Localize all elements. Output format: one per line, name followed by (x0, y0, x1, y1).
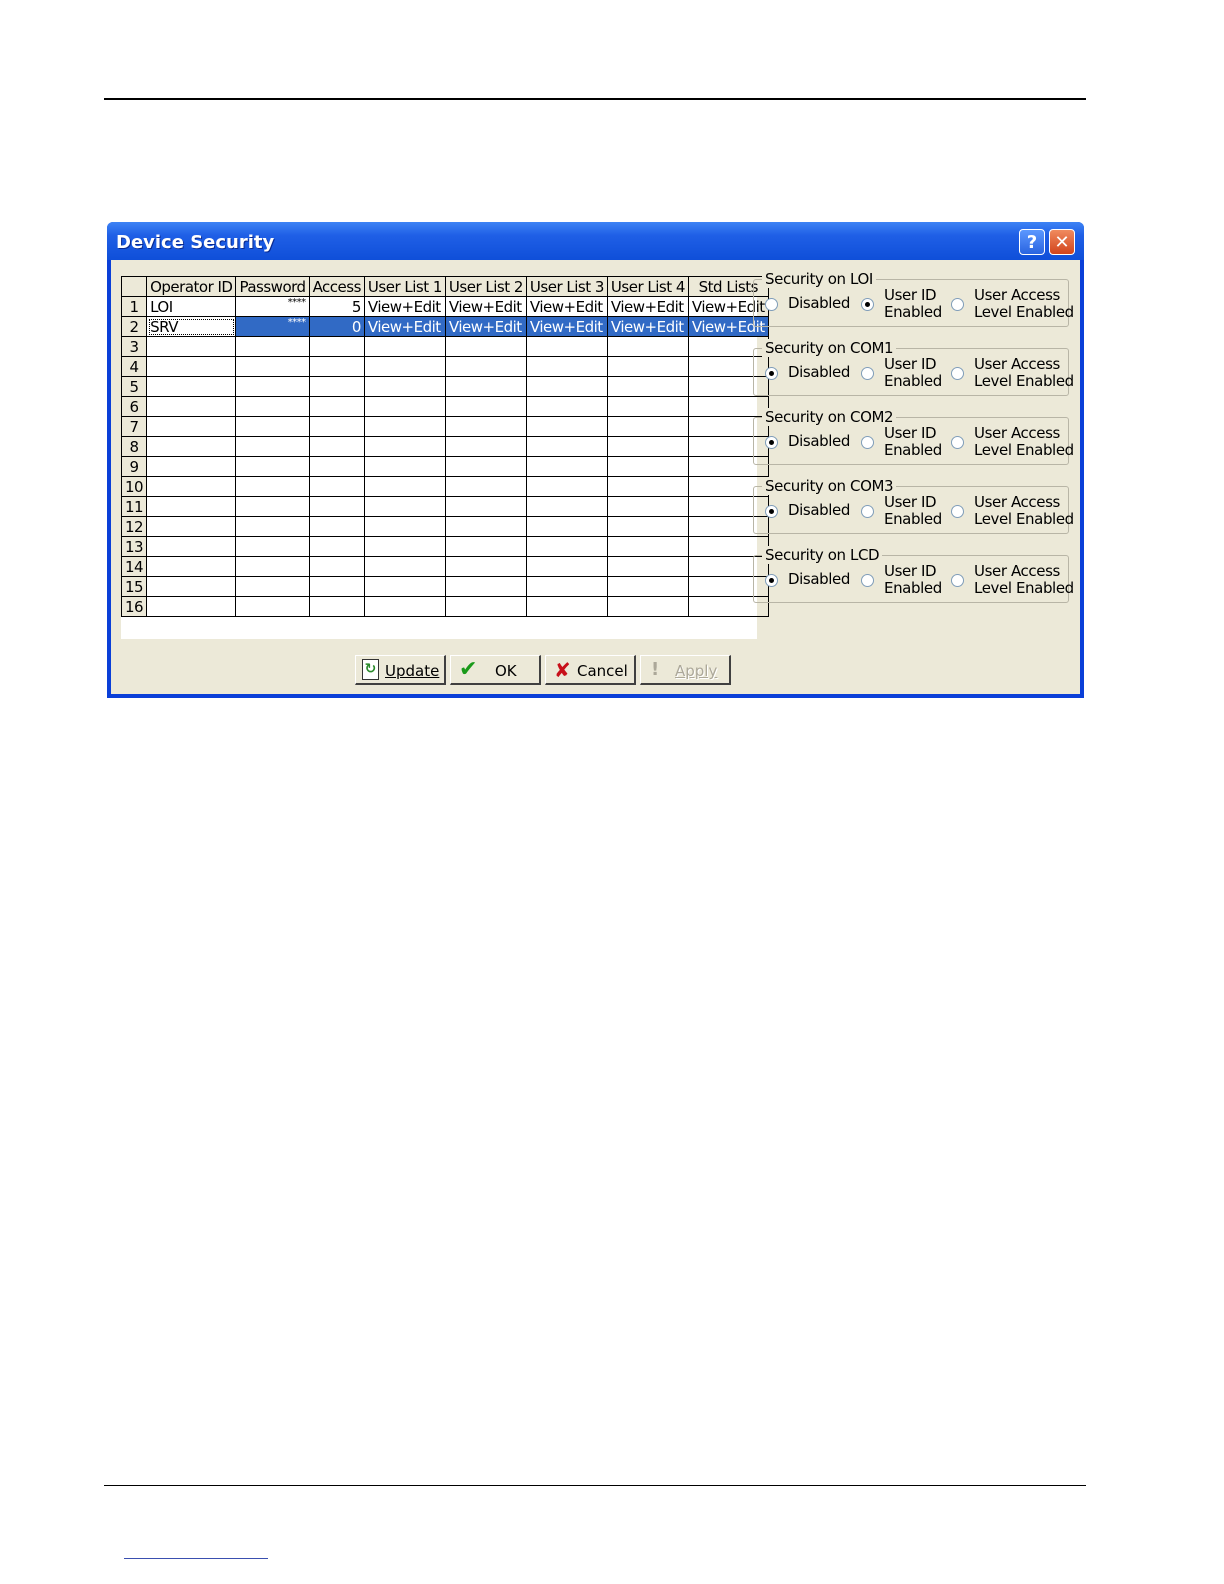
exclamation-icon: ! (651, 659, 660, 680)
grid-cell[interactable] (147, 437, 236, 457)
grid-cell[interactable]: View+Edit (526, 297, 607, 317)
grid-cell[interactable] (607, 437, 688, 457)
radio-label[interactable] (974, 287, 1074, 321)
table-row[interactable] (122, 357, 769, 377)
table-row[interactable] (122, 377, 769, 397)
row-number[interactable]: 8 (122, 437, 147, 457)
update-label: Update (385, 662, 440, 680)
footer-link-underline (124, 1558, 268, 1559)
grid-cell[interactable] (236, 337, 309, 357)
column-header[interactable]: Access (309, 277, 364, 297)
grid-cell[interactable] (236, 397, 309, 417)
option-text: User ID (884, 562, 937, 580)
grid-cell[interactable] (526, 417, 607, 437)
row-number[interactable]: 11 (122, 497, 147, 517)
grid-cell[interactable] (309, 577, 364, 597)
grid-cell[interactable] (147, 537, 236, 557)
security-group (753, 339, 1074, 396)
grid-cell[interactable] (364, 357, 445, 377)
security-group (753, 408, 1074, 465)
option-text: Level Enabled (974, 441, 1074, 459)
row-number[interactable]: 12 (122, 517, 147, 537)
table-row[interactable] (122, 317, 769, 337)
grid-cell[interactable] (309, 537, 364, 557)
dialog-client-area (111, 260, 1080, 694)
row-number[interactable]: 1 (122, 297, 147, 317)
grid-cell[interactable] (364, 457, 445, 477)
column-header[interactable]: User List 3 (526, 277, 607, 297)
grid-cell[interactable] (688, 537, 768, 557)
grid-cell[interactable] (526, 497, 607, 517)
radio-user-id[interactable] (861, 298, 874, 311)
group-title: Security on LOI (762, 270, 876, 288)
column-header[interactable]: User List 4 (607, 277, 688, 297)
row-number[interactable]: 2 (122, 317, 147, 337)
radio-label[interactable] (974, 494, 1074, 528)
grid-cell[interactable] (147, 457, 236, 477)
grid-cell[interactable] (445, 337, 526, 357)
option-text: User Access (974, 286, 1060, 304)
grid-cell[interactable] (236, 497, 309, 517)
radio-label[interactable] (974, 425, 1074, 459)
operator-grid[interactable] (121, 276, 765, 639)
group-title: Security on COM3 (762, 477, 896, 495)
option-text: User Access (974, 493, 1060, 511)
grid-cell[interactable] (364, 417, 445, 437)
security-group (753, 477, 1074, 534)
radio-user-id[interactable] (861, 367, 874, 380)
grid-cell[interactable]: View+Edit (526, 317, 607, 337)
grid-cell[interactable] (526, 517, 607, 537)
table-row[interactable] (122, 497, 769, 517)
group-title: Security on COM2 (762, 408, 896, 426)
grid-cell[interactable] (526, 557, 607, 577)
option-text: Enabled (884, 579, 942, 597)
column-header[interactable]: Password (236, 277, 309, 297)
radio-user-access[interactable] (951, 574, 964, 587)
grid-cell[interactable] (607, 537, 688, 557)
option-text: Level Enabled (974, 510, 1074, 528)
grid-cell[interactable] (309, 497, 364, 517)
grid-cell[interactable] (236, 377, 309, 397)
row-number[interactable]: 9 (122, 457, 147, 477)
grid-cell[interactable] (445, 477, 526, 497)
grid-cell[interactable]: View+Edit (364, 317, 445, 337)
grid-cell[interactable] (236, 577, 309, 597)
table-row[interactable] (122, 477, 769, 497)
option-text: Disabled (788, 570, 850, 588)
grid-cell[interactable] (309, 397, 364, 417)
grid-cell[interactable] (364, 577, 445, 597)
question-icon: ? (1026, 232, 1038, 253)
grid-cell[interactable] (309, 357, 364, 377)
radio-user-access[interactable] (951, 298, 964, 311)
grid-cell[interactable] (147, 417, 236, 437)
radio-label[interactable] (884, 425, 942, 459)
header-rule (104, 98, 1086, 100)
grid-cell[interactable] (445, 597, 526, 617)
option-text: User Access (974, 355, 1060, 373)
grid-cell[interactable] (309, 437, 364, 457)
grid-cell[interactable]: LOI (147, 297, 236, 317)
grid-cell[interactable] (309, 337, 364, 357)
row-number[interactable]: 3 (122, 337, 147, 357)
grid-cell[interactable]: SRV (147, 317, 236, 337)
grid-cell[interactable] (364, 477, 445, 497)
grid-cell[interactable] (364, 497, 445, 517)
refresh-icon: ↻ (362, 659, 379, 680)
row-number[interactable]: 4 (122, 357, 147, 377)
radio-user-id[interactable] (861, 574, 874, 587)
grid-cell[interactable] (445, 417, 526, 437)
grid-cell[interactable] (147, 557, 236, 577)
grid-cell[interactable]: View+Edit (445, 297, 526, 317)
grid-cell[interactable] (364, 537, 445, 557)
grid-cell[interactable]: View+Edit (445, 317, 526, 337)
option-text: Level Enabled (974, 303, 1074, 321)
option-text: User Access (974, 562, 1060, 580)
table-row[interactable] (122, 597, 769, 617)
option-text: Enabled (884, 510, 942, 528)
grid-cell[interactable] (236, 557, 309, 577)
grid-cell[interactable] (236, 417, 309, 437)
grid-cell[interactable] (526, 437, 607, 457)
grid-cell[interactable]: View+Edit (364, 297, 445, 317)
row-number[interactable]: 16 (122, 597, 147, 617)
cancel-label: Cancel (577, 662, 628, 680)
grid-cell[interactable] (236, 517, 309, 537)
grid-cell[interactable] (147, 397, 236, 417)
radio-label[interactable] (884, 356, 942, 390)
grid-cell[interactable] (526, 377, 607, 397)
grid-cell[interactable] (309, 417, 364, 437)
grid-cell[interactable] (526, 577, 607, 597)
radio-label[interactable] (974, 563, 1074, 597)
grid-cell[interactable] (364, 397, 445, 417)
radio-label[interactable] (974, 356, 1074, 390)
grid-cell[interactable] (445, 437, 526, 457)
grid-cell[interactable]: View+Edit (607, 297, 688, 317)
table-row[interactable] (122, 517, 769, 537)
grid-cell[interactable] (236, 597, 309, 617)
table-row[interactable] (122, 557, 769, 577)
column-header[interactable]: User List 2 (445, 277, 526, 297)
x-icon: ✘ (554, 658, 571, 682)
grid-cell[interactable]: 5 (309, 297, 364, 317)
ok-button[interactable] (450, 655, 541, 685)
group-title: Security on LCD (762, 546, 882, 564)
grid-cell[interactable] (688, 397, 768, 417)
radio-disabled[interactable] (765, 298, 778, 311)
grid-cell[interactable]: 0 (309, 317, 364, 337)
grid-cell[interactable] (309, 477, 364, 497)
grid-cell[interactable] (607, 597, 688, 617)
close-icon: ✕ (1054, 232, 1070, 253)
help-button[interactable] (1019, 229, 1045, 255)
grid-cell[interactable] (236, 437, 309, 457)
table-row[interactable] (122, 337, 769, 357)
apply-label: Apply (675, 662, 718, 680)
grid-cell[interactable] (445, 397, 526, 417)
grid-cell[interactable] (236, 537, 309, 557)
table-row[interactable] (122, 577, 769, 597)
grid-cell[interactable] (607, 397, 688, 417)
option-text: Disabled (788, 363, 850, 381)
grid-cell[interactable] (309, 457, 364, 477)
grid-cell[interactable] (607, 417, 688, 437)
grid-cell[interactable]: View+Edit (607, 317, 688, 337)
row-number[interactable]: 10 (122, 477, 147, 497)
grid-cell[interactable] (445, 557, 526, 577)
radio-label[interactable] (788, 433, 850, 450)
grid-cell[interactable] (147, 597, 236, 617)
grid-cell[interactable] (309, 557, 364, 577)
radio-label[interactable] (788, 502, 850, 519)
grid-cell[interactable] (526, 357, 607, 377)
option-text: Disabled (788, 294, 850, 312)
radio-disabled[interactable] (765, 574, 778, 587)
footer-rule (104, 1485, 1086, 1486)
group-title: Security on COM1 (762, 339, 896, 357)
grid-cell[interactable] (607, 457, 688, 477)
row-number[interactable]: 5 (122, 377, 147, 397)
update-button[interactable] (355, 655, 446, 685)
grid-cell[interactable] (526, 457, 607, 477)
title-bar[interactable] (107, 222, 1084, 260)
grid-cell[interactable] (445, 357, 526, 377)
grid-cell[interactable]: View+Edit (688, 317, 768, 337)
option-text: Enabled (884, 441, 942, 459)
column-header[interactable]: User List 1 (364, 277, 445, 297)
radio-user-access[interactable] (951, 505, 964, 518)
grid-cell[interactable] (309, 377, 364, 397)
grid-cell[interactable] (445, 497, 526, 517)
table-row[interactable] (122, 397, 769, 417)
grid-cell[interactable] (236, 357, 309, 377)
radio-label[interactable] (788, 295, 850, 312)
grid-cell[interactable] (445, 577, 526, 597)
option-text: User ID (884, 493, 937, 511)
grid-cell[interactable]: **** (236, 297, 309, 317)
table-row[interactable] (122, 537, 769, 557)
grid-cell[interactable] (364, 517, 445, 537)
grid-cell[interactable] (607, 557, 688, 577)
radio-user-id[interactable] (861, 505, 874, 518)
grid-cell[interactable] (526, 597, 607, 617)
grid-cell[interactable] (607, 577, 688, 597)
cancel-button[interactable] (545, 655, 636, 685)
grid-cell[interactable] (445, 517, 526, 537)
operator-table (121, 276, 769, 617)
grid-cell[interactable] (607, 477, 688, 497)
grid-cell[interactable] (445, 457, 526, 477)
option-text: User Access (974, 424, 1060, 442)
grid-cell[interactable] (147, 477, 236, 497)
radio-user-access[interactable] (951, 436, 964, 449)
radio-label[interactable] (788, 364, 850, 381)
close-button[interactable] (1049, 229, 1075, 255)
grid-cell[interactable] (309, 517, 364, 537)
grid-cell[interactable] (526, 397, 607, 417)
grid-cell[interactable] (147, 577, 236, 597)
grid-cell[interactable] (147, 517, 236, 537)
grid-cell[interactable] (607, 377, 688, 397)
option-text: User ID (884, 355, 937, 373)
grid-cell[interactable] (607, 517, 688, 537)
radio-user-access[interactable] (951, 367, 964, 380)
apply-button[interactable] (640, 655, 731, 685)
grid-cell[interactable] (526, 537, 607, 557)
grid-cell[interactable] (607, 337, 688, 357)
checkmark-icon: ✔ (459, 657, 478, 682)
option-text: User ID (884, 424, 937, 442)
ok-label: OK (495, 662, 517, 680)
table-row[interactable] (122, 457, 769, 477)
grid-cell[interactable] (364, 337, 445, 357)
grid-cell[interactable] (607, 497, 688, 517)
grid-cell[interactable] (147, 337, 236, 357)
table-row[interactable] (122, 297, 769, 317)
radio-label[interactable] (884, 287, 942, 321)
option-text: Disabled (788, 432, 850, 450)
row-number[interactable]: 15 (122, 577, 147, 597)
option-text: Level Enabled (974, 372, 1074, 390)
grid-cell[interactable] (364, 597, 445, 617)
option-text: Enabled (884, 372, 942, 390)
grid-cell[interactable] (147, 497, 236, 517)
row-number[interactable]: 13 (122, 537, 147, 557)
column-header[interactable]: Std Lists (688, 277, 768, 297)
grid-cell[interactable] (607, 357, 688, 377)
grid-cell[interactable] (309, 597, 364, 617)
grid-corner (122, 277, 147, 297)
grid-cell[interactable] (236, 457, 309, 477)
option-text: Enabled (884, 303, 942, 321)
row-number[interactable]: 7 (122, 417, 147, 437)
option-text: Level Enabled (974, 579, 1074, 597)
grid-cell[interactable]: **** (236, 317, 309, 337)
grid-cell[interactable]: View+Edit (688, 297, 768, 317)
radio-disabled[interactable] (765, 436, 778, 449)
security-group (753, 546, 1074, 603)
window-title: Device Security (116, 232, 275, 253)
option-text: User ID (884, 286, 937, 304)
row-number[interactable]: 6 (122, 397, 147, 417)
grid-cell[interactable] (364, 377, 445, 397)
grid-cell[interactable] (364, 557, 445, 577)
grid-cell[interactable] (445, 377, 526, 397)
security-group (753, 270, 1074, 327)
option-text: Disabled (788, 501, 850, 519)
radio-label[interactable] (788, 571, 850, 588)
grid-cell[interactable] (147, 357, 236, 377)
radio-user-id[interactable] (861, 436, 874, 449)
grid-cell[interactable] (526, 477, 607, 497)
grid-cell[interactable] (445, 537, 526, 557)
radio-label[interactable] (884, 494, 942, 528)
radio-disabled[interactable] (765, 505, 778, 518)
grid-cell[interactable] (364, 437, 445, 457)
column-header[interactable]: Operator ID (147, 277, 236, 297)
row-number[interactable]: 14 (122, 557, 147, 577)
grid-cell[interactable] (526, 337, 607, 357)
table-row[interactable] (122, 417, 769, 437)
radio-label[interactable] (884, 563, 942, 597)
radio-disabled[interactable] (765, 367, 778, 380)
device-security-dialog (107, 222, 1084, 698)
grid-cell[interactable] (147, 377, 236, 397)
table-row[interactable] (122, 437, 769, 457)
grid-cell[interactable] (236, 477, 309, 497)
